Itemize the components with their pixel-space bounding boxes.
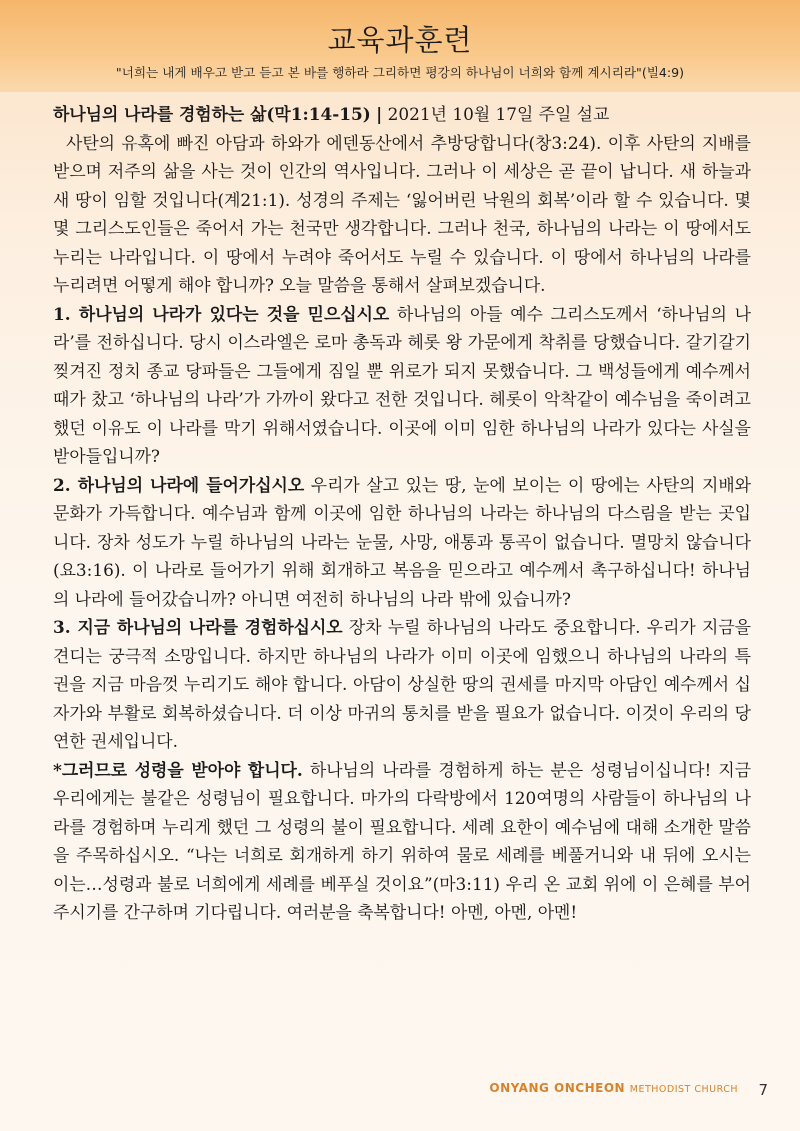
sermon-intro: 사탄의 유혹에 빠진 아담과 하와가 에덴동산에서 추방당합니다(창3:24). 이후 사탄의 지배를 받으며 저주의 삶을 사는 것이 인간의 역사입니다. 그러나 이 세상은 곧 끝이 납니다. 새 하늘과 새 땅이 임할 것입니다(계21:1). 성경의 주제는 ‘잃어버린 낙원의 회복’이라 할 수 있습니다. 몇몇 그리스도인들은 죽어서 가는 천국만 생각합니다. 그러나 천국, 하나님의 나라는 이 땅에서도 누리는 나라입니다. 이 땅에서 누려야 죽어서도 누릴 수 있습니다. 이 땅에서 하나님의 나라를 누리려면 어떻게 해야 합니까? 오늘 말씀을 통해서 살펴보겠습니다. [53, 132, 751, 295]
point-body: 장차 누릴 하나님의 나라도 중요합니다. 우리가 지금을 견디는 궁극적 소망입니다. 하지만 하나님의 나라가 이미 이곳에 임했으니 하나님의 나라의 특권을 지금 마음껏 누리기도 해야 합니다. 아담이 상실한 땅의 권세를 마지막 아담인 예수께서 십자가와 부활로 회복하셨습니다. 더 이상 마귀의 통치를 받을 필요가 없습니다. 이것이 우리의 당연한 권세입니다. [53, 617, 751, 751]
section-title: 교육과훈련 [327, 23, 473, 57]
point-heading: 3. 지금 하나님의 나라를 경험하십시오 [53, 617, 343, 637]
sermon-point-2 [53, 471, 751, 614]
sermon-title: 하나님의 나라를 경험하는 삶(막1:14-15) [53, 104, 371, 124]
church-name [489, 1081, 738, 1095]
sermon-point-1 [53, 300, 751, 471]
header-verse: "너희는 내게 배우고 받고 듣고 본 바를 행하라 그리하면 평강의 하나님이 너희와 함께 계시리라"(빌4:9) [115, 65, 685, 80]
page-number: 7 [758, 1081, 768, 1099]
church-name-main: ONYANG ONCHEON [489, 1081, 626, 1095]
point-body: 하나님의 아들 예수 그리스도께서 ‘하나님의 나라’를 전하십니다. 당시 이스라엘은 로마 총독과 헤롯 왕 가문에게 착취를 당했습니다. 갈기갈기 찢겨진 정치 종교 당파들은 그들에게 짐일 뿐 위로가 되지 못했습니다. 그 백성들에게 예수께서 때가 찼고 ‘하나님의 나라’가 가까이 왔다고 전한 것입니다. 헤롯이 악착같이 예수님을 죽이려고 했던 이유도 이 나라를 막기 위해서였습니다. 이곳에 이미 임한 하나님의 나라가 있다는 사실을 받아들입니까? [53, 303, 751, 466]
point-body: 우리가 살고 있는 땅, 눈에 보이는 이 땅에는 사탄의 지배와 문화가 가득합니다. 예수님과 함께 이곳에 임한 하나님의 나라는 하나님의 다스림을 받는 곳입니다. 장차 성도가 누릴 하나님의 나라는 눈물, 사망, 애통과 통곡이 없습니다. 멸망치 않습니다(요3:16). 이 나라로 들어가기 위해 회개하고 복음을 믿으라고 예수께서 촉구하십니다! 하나님의 나라에 들어갔습니까? 아니면 여전히 하나님의 나라 밖에 있습니까? [53, 474, 751, 609]
church-name-sub: METHODIST CHURCH [629, 1084, 738, 1095]
point-heading: *그러므로 성령을 받아야 합니다. [53, 759, 303, 780]
title-separator: | [376, 104, 383, 124]
header-band [0, 0, 800, 92]
sermon-point-3 [53, 613, 751, 756]
sermon-heading-line [53, 100, 751, 129]
sermon-conclusion [53, 756, 751, 927]
sermon-content [53, 100, 751, 927]
point-heading: 1. 하나님의 나라가 있다는 것을 믿으십시오 [53, 303, 390, 324]
sermon-date: 2021년 10월 17일 주일 설교 [387, 104, 610, 124]
point-heading: 2. 하나님의 나라에 들어가십시오 [53, 474, 305, 495]
point-body: 하나님의 나라를 경험하게 하는 분은 성령님이십니다! 지금 우리에게는 불같은 성령님이 필요합니다. 마가의 다락방에서 120여명의 사람들이 하나님의 나라를 경험하며 누리게 했던 그 성령의 불이 필요합니다. 세례 요한이 예수님에 대해 소개한 말씀을 주목하십시오. “나는 너희로 회개하게 하기 위하여 물로 세례를 베풀거니와 내 뒤에 오시는 이는…성령과 불로 너희에게 세례를 베푸실 것이요”(마3:11) 우리 온 교회 위에 이 은혜를 부어주시기를 간구하며 기다립니다. 여러분을 축복합니다! 아멘, 아멘, 아멘! [53, 759, 752, 922]
